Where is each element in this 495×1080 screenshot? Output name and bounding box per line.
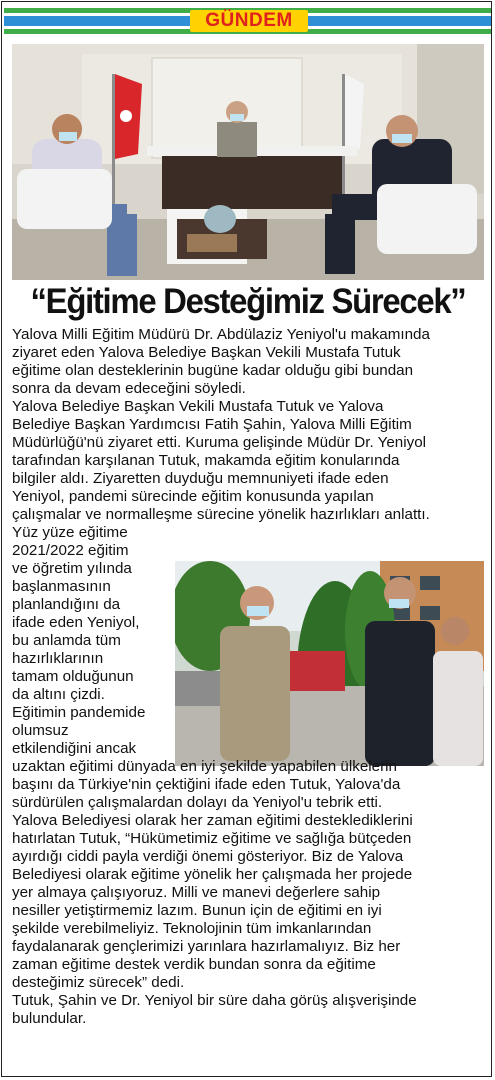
body-line: başlanmasının — [12, 578, 111, 595]
body-line: ziyaret eden Yalova Belediye Başkan Vekili Mustafa Tutuk — [12, 344, 401, 361]
body-line: başını da Türkiye'nin çektiğini ifade eden Tutuk, Yalova'da — [12, 776, 401, 793]
body-line: Yüz yüze eğitime — [12, 524, 128, 541]
body-line: nesiller yetiştirmemiz lazım. Bunun için de eğitimi en iyi — [12, 902, 382, 919]
body-line: Tutuk, Şahin ve Dr. Yeniyol bir süre daha görüş alışverişinde — [12, 992, 417, 1009]
body-line: Belediye Başkan Yardımcısı Fatih Şahin, Yalova Milli Eğitim — [12, 416, 412, 433]
body-line: olumsuz — [12, 722, 69, 739]
section-header-band — [4, 8, 491, 34]
article-body — [12, 326, 486, 1028]
body-line: 2021/2022 eğitim — [12, 542, 129, 559]
body-line: tarafından karşılanan Tutuk, makamda eğitim konularında — [12, 452, 400, 469]
body-line: Yalova Belediye Başkan Vekili Mustafa Tutuk ve Yalova — [12, 398, 384, 415]
body-line: faydalanarak gençlerimizi yarınlara hazırlamalıyız. Biz her — [12, 938, 401, 955]
body-line: hatırlatan Tutuk, “Hükümetimiz eğitime ve sağlığa bütçeden — [12, 830, 412, 847]
body-line: Yeniyol, pandemi sürecinde eğitim konusunda yapılan — [12, 488, 374, 505]
body-line: etkilendiğini ancak — [12, 740, 137, 757]
body-line: Eğitimin pandemide — [12, 704, 146, 721]
article-headline: “Eğitime Desteğimiz Sürecek” — [30, 282, 466, 321]
section-kicker: GÜNDEM — [205, 10, 293, 31]
body-line: Yalova Belediyesi olarak her zaman eğitimi desteklediklerini — [12, 812, 413, 829]
body-line: planlandığını da — [12, 596, 121, 613]
body-line: Belediyesi olarak eğitime yönelik her çalışmada her projede — [12, 866, 413, 883]
body-line: sürdürülen çalışmalardan dolayı da Yeniyol'u tebrik etti. — [12, 794, 383, 811]
body-line: tamam olduğunun — [12, 668, 134, 685]
body-line: desteğimiz sürecek” dedi. — [12, 974, 185, 991]
body-line: bu anlamda tüm — [12, 632, 121, 649]
body-line: bilgiler aldı. Ziyaretten duyduğu memnuniyeti ifade eden — [12, 470, 389, 487]
body-line: uzaktan eğitimi dünyada en iyi şekilde yapabilen ülkelerin — [12, 758, 397, 775]
body-line: eğitime olan desteklerinin bugüne kadar olduğu gibi bundan — [12, 362, 414, 379]
body-line: hazırlıklarının — [12, 650, 104, 667]
body-line: ve öğretim yılında — [12, 560, 132, 577]
body-line: Yalova Milli Eğitim Müdürü Dr. Abdülaziz Yeniyol'u makamında — [12, 326, 430, 343]
body-line: Müdürlüğü'nü ziyaret etti. Kuruma gelişinde Müdür Dr. Yeniyol — [12, 434, 427, 451]
body-line: zaman eğitime destek verdik bundan sonra da eğitime — [12, 956, 376, 973]
body-line: bulundular. — [12, 1010, 87, 1027]
body-line: yer almaya çalışıyoruz. Milli ve manevi değerlere sahip — [12, 884, 381, 901]
body-line: çalışmalar ve normalleşme sürecine yönelik hazırlıkları anlattı. — [12, 506, 430, 523]
body-line: şekilde verebilmeliyiz. Teknolojinin tüm imkanlarından — [12, 920, 372, 937]
body-line: ifade eden Yeniyol, — [12, 614, 140, 631]
office-meeting-photo — [12, 44, 484, 280]
body-line: sonra da devam edeceğini söyledi. — [12, 380, 246, 397]
body-line: ayırdığı ciddi payla verdiği önemi gösteriyor. Biz de Yalova — [12, 848, 404, 865]
body-line: da altını çizdi. — [12, 686, 105, 703]
